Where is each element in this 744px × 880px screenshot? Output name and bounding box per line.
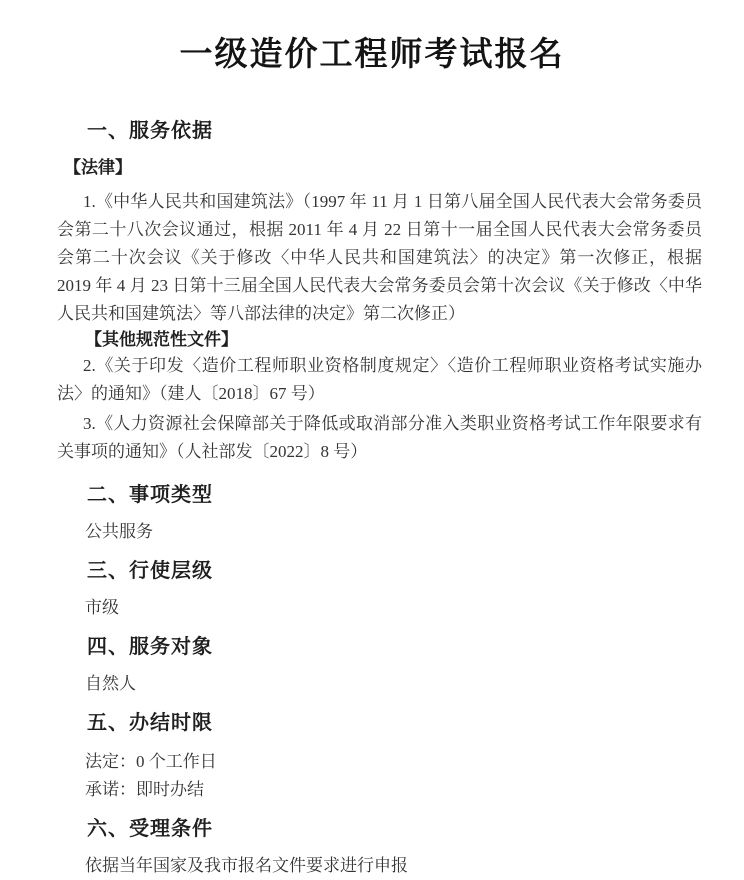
section-completion-time-limit [57, 710, 702, 804]
subsection-label-law: 【法律】 [64, 158, 132, 177]
section-acceptance-conditions [57, 816, 702, 880]
subsection-label-other-normative-documents: 【其他规范性文件】 [85, 330, 238, 349]
exercise-level-value: 市级 [85, 598, 119, 617]
section-heading-acceptance-conditions: 六、受理条件 [87, 818, 213, 840]
normative-document-item-2: 2.《关于印发〈造价工程师职业资格制度规定〉〈造价工程师职业资格考试实施办法〉的通知》（建人〔2018〕67 号） [57, 356, 702, 403]
section-heading-exercise-level: 三、行使层级 [87, 560, 213, 582]
section-service-target [57, 634, 702, 698]
page-title: 一级造价工程师考试报名 [179, 37, 565, 73]
section-heading-completion-time-limit: 五、办结时限 [87, 712, 213, 734]
section-heading-service-target: 四、服务对象 [87, 636, 213, 658]
section-exercise-level [57, 558, 702, 622]
section-heading-item-type: 二、事项类型 [87, 484, 213, 506]
acceptance-conditions-value: 依据当年国家及我市报名文件要求进行申报 [85, 856, 408, 875]
service-target-value: 自然人 [85, 674, 136, 693]
law-item-1: 1.《中华人民共和国建筑法》（1997 年 11 月 1 日第八届全国人民代表大会常务委员会第二十八次会议通过，根据 2011 年 4 月 22 日第十一届全国人民代表大会常务委员会第二十次会议《关于修改〈中华人民共和国建筑法〉的决定》第一次修正，根据 2019 年 4 月 23 日第十三届全国人民代表大会常务委员会第十次会议《关于修改〈中华人民共和国建筑法〉等八部法律的决定》第二次修正） [57, 192, 702, 323]
item-type-value: 公共服务 [85, 522, 153, 541]
statutory-time-limit-value: 法定：0 个工作日 [85, 752, 217, 771]
normative-document-item-3: 3.《人力资源社会保障部关于降低或取消部分准入类职业资格考试工作年限要求有关事项的通知》（人社部发〔2022〕8 号） [57, 414, 702, 461]
section-heading-service-basis: 一、服务依据 [87, 120, 213, 142]
promised-time-limit-value: 承诺：即时办结 [85, 780, 204, 799]
section-item-type [57, 482, 702, 546]
section-service-basis [57, 118, 702, 466]
